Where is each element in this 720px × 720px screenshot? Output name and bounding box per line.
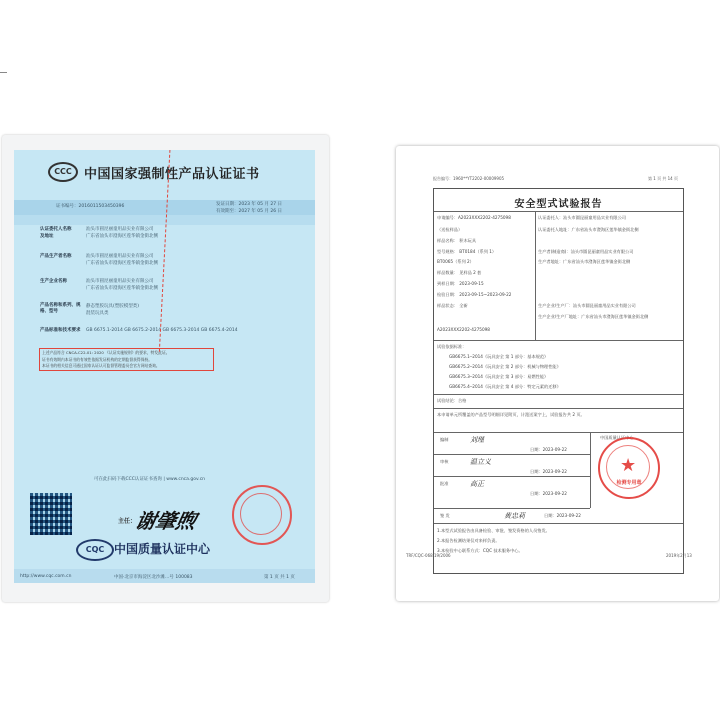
right-row: 生产企业/生产厂：汕头市圆昆丽童用品实业有限公司 (538, 303, 636, 308)
highlight-line: 证书有效期内本证书的有效性依据发证机构的定期监督获得保持。 (42, 356, 153, 362)
report-number: 报告编号：1960**YT2202-00009905 (433, 176, 505, 181)
row-divider (434, 508, 590, 509)
row-divider (434, 340, 683, 341)
field-value: 广东省汕头市澄海区莲华镇金街北侧 (86, 286, 158, 291)
sign-name: 高正 (470, 480, 484, 488)
standard-item: GB6675.1─2014《玩具安全 第 1 部分：基本规范》 (449, 354, 549, 359)
basis-label: 试验依据标准： (437, 344, 467, 349)
standard-item: GB6675.2─2014《玩具安全 第 2 部分：机械与物理性能》 (449, 364, 561, 369)
sign-date: 日期：2023-09-22 (530, 469, 567, 474)
issue-date: 发证日期：2023 年 05 月 27 日 (216, 202, 283, 207)
field-value: 广东省汕头市澄海区莲华镇金街北侧 (86, 234, 158, 239)
header-band-light (14, 215, 315, 225)
row-divider (434, 476, 590, 477)
sign-name: 温立义 (470, 458, 491, 466)
edge-tick (0, 72, 7, 73)
field-value: 汕头市圆昆丽童用品实业有限公司 (86, 227, 154, 232)
standard-item: GB6675.3─2014《玩具安全 第 3 部分：易燃性能》 (449, 374, 549, 379)
row-divider (434, 211, 683, 212)
right-row: 生产者地址：广东省汕头市澄海区莲华镇金街北侧 (538, 259, 631, 264)
form-code: TRF/CQC-068.19/2006 (406, 553, 451, 558)
sign-date: 日期：2023-09-22 (530, 447, 567, 452)
left-row: （送检样品） (437, 227, 463, 232)
sign-date: 日期：2023-09-22 (530, 491, 567, 496)
signature-label: 主任： (118, 518, 137, 525)
left-row: A2023XXX2202-4275098 (437, 327, 490, 332)
certificate-title: 中国国家强制性产品认证证书 (84, 167, 260, 182)
standard-item: GB6675.4─2014《玩具安全 第 4 部分：特定元素的迁移》 (449, 384, 561, 389)
footer-band (14, 569, 315, 583)
field-value: GB 6675.1-2014 GB 6675.2-2014 GB 6675.3-2014 GB 6675.4-2014 (86, 328, 238, 333)
conclusion: 试验结论：合格 (437, 398, 467, 403)
stamp-caption: 中国质量认证中心 (600, 435, 634, 440)
director-signature: 谢肇煦 (133, 509, 199, 533)
report-title: 安全型式试验报告 (514, 199, 603, 210)
field-label: 生产企业名称 (40, 279, 67, 284)
remark: 本申请单元所覆盖的产品型号明细详见附页，计派送案字上，试验报告共 2 页。 (437, 412, 585, 417)
expiry-date: 有效期至：2027 年 05 月 26 日 (216, 209, 283, 214)
left-row: 检验日期： 2023-09-15~2023-09-22 (437, 292, 512, 297)
left-row: BT0065（系列 2） (437, 259, 474, 264)
row-divider (434, 408, 683, 409)
left-row: 申请编号：A2023XXX2202-4275098 (437, 215, 511, 220)
report-table (433, 188, 684, 574)
right-row: 认证委托人地址：广东省汕头市澄海区莲华镇金街北侧 (538, 227, 639, 232)
field-label: 及地址 (40, 234, 54, 239)
scan-note: 可在此扫码下载CCC认证证书查询 | www.cnca.gov.cn (94, 477, 206, 482)
red-seal (232, 485, 292, 545)
cqc-logo: CQC (76, 539, 114, 561)
approve-date: 日期：2023-09-22 (544, 513, 581, 518)
report-page: 第 1 页 共 14 页 (648, 176, 678, 181)
sign-role: 编制 (440, 437, 449, 442)
left-row: 到样日期： 2023-09-15 (437, 281, 484, 286)
left-row: 样品数量： 见样品 2 套 (437, 270, 482, 275)
sign-name: 刘瑾 (470, 436, 484, 444)
right-row: 生产企业/生产厂地址：广东省汕头市澄海区莲华镇金街北侧 (538, 314, 649, 319)
field-label: 产品标准和技术要求 (40, 328, 81, 333)
footer-address: 中国·北京市海淀区北沙滩…号 100083 (114, 575, 193, 580)
right-row: 认证委托人：汕头市圆昆丽童用品实业有限公司 (538, 215, 626, 220)
field-label: 产品名称和系列、规格、型号 (40, 303, 81, 314)
approve-signature: 黄忠莉 (504, 512, 525, 520)
column-divider (590, 432, 591, 508)
note-line: 3.本检验中心联系方式：CQC 技术服务中心。 (437, 548, 523, 553)
row-divider (434, 432, 683, 433)
left-row: 型号规格： BT0184（系列 1） (437, 249, 497, 254)
ccc-certificate (14, 150, 315, 583)
row-divider (434, 523, 683, 524)
field-value: 汕头市圆昆丽童用品实业有限公司 (86, 254, 154, 259)
row-divider (434, 394, 683, 395)
field-label: 产品生产者名称 (40, 254, 72, 259)
highlight-line: 上述产品符合 CNCA-C22-01: 2020 《认证实施规则》的要求，特发此证。 (42, 350, 170, 355)
star-icon: ★ (620, 455, 637, 476)
highlight-box (39, 348, 214, 371)
field-label: 认证委托人名称 (40, 227, 72, 232)
highlight-line: 本证书的相关信息可通过国家认证认可监督管理委员会官方网站查询。 (42, 363, 160, 368)
sign-role: 批准 (440, 481, 449, 486)
form-date: 2019年2月13 (666, 553, 692, 558)
issuer-name: 中国质量认证中心 (114, 542, 211, 556)
footer-website: http://www.cqc.com.cn (20, 574, 72, 579)
note-line: 2.本报告检测结果仅对来样负责。 (437, 538, 500, 543)
left-row: 样品名称： 积木玩具 (437, 238, 477, 243)
certificate-number: 证书编号：2016011503450396 (56, 204, 125, 209)
seal-text: 检测专用章 (616, 480, 642, 486)
right-row: 生产者(制造商)：汕头市圆昆丽童用品实业有限公司 (538, 249, 634, 254)
ccc-logo: CCC (48, 162, 78, 182)
note-line: 1.本型式试验报告由具备检验、审批、签发资格的人员签发。 (437, 528, 550, 533)
sign-role: 审核 (440, 459, 449, 464)
qr-code (30, 493, 72, 535)
footer-page: 第 1 页 共 1 页 (264, 575, 295, 580)
field-value: 混装玩具类 (86, 311, 109, 316)
column-divider (535, 211, 536, 340)
safety-test-report (402, 155, 712, 592)
row-divider (434, 454, 590, 455)
field-value: 广东省汕头市澄海区莲华镇金街北侧 (86, 261, 158, 266)
field-value: 汕头市圆昆丽童用品实业有限公司 (86, 279, 154, 284)
inspection-seal (598, 437, 660, 499)
left-row: 样品状态： 全新 (437, 303, 468, 308)
field-value: 静态塑胶玩具(塑胶模型类) (86, 304, 140, 309)
approve-label: 签 发 (440, 513, 450, 518)
